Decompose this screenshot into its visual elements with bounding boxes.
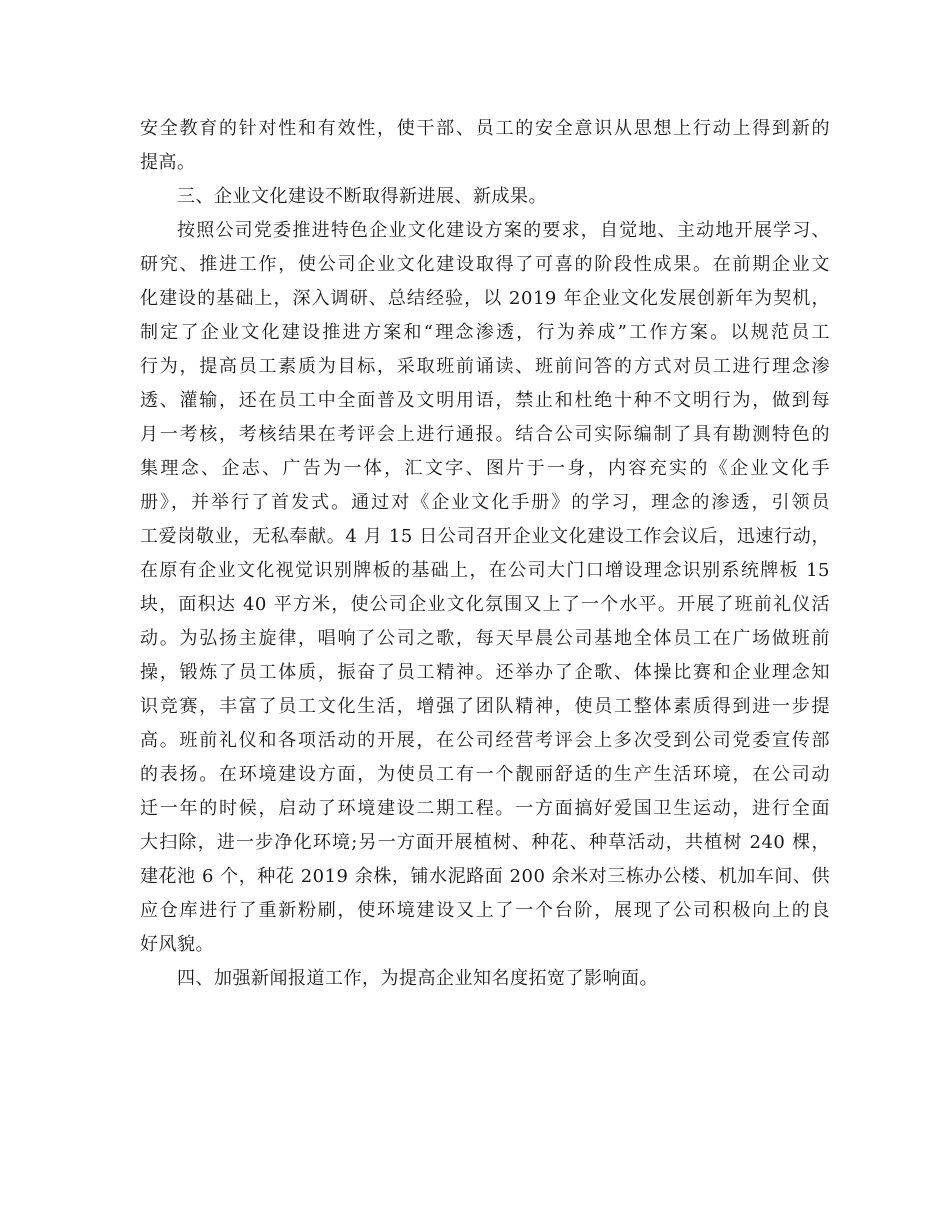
text-line: 应仓库进行了重新粉刷，使环境建设又上了一个台阶，展现了公司积极向上的良 (140, 900, 830, 921)
document-body (140, 112, 830, 996)
text-line: 块，面积达 40 平方米，使公司企业文化氛围又上了一个水平。开展了班前礼仪活 (140, 594, 830, 615)
text-line: 月一考核，考核结果在考评会上进行通报。结合公司实际编制了具有勘测特色的 (140, 424, 830, 445)
section-heading: 四、加强新闻报道工作，为提高企业知名度拓宽了影响面。 (177, 968, 658, 989)
text-line: 行为，提高员工素质为目标，采取班前诵读、班前问答的方式对员工进行理念渗 (140, 356, 830, 377)
text-line: 大扫除，进一步净化环境;另一方面开展植树、种花、种草活动，共植树 240 棵， (140, 832, 830, 853)
text-line: 高。班前礼仪和各项活动的开展，在公司经营考评会上多次受到公司党委宣传部 (140, 730, 830, 751)
text-line: 识竞赛，丰富了员工文化生活，增强了团队精神，使员工整体素质得到进一步提 (140, 696, 830, 717)
text-line: 好风貌。 (140, 934, 214, 955)
text-line: 动。为弘扬主旋律，唱响了公司之歌，每天早晨公司基地全体员工在广场做班前 (140, 628, 830, 649)
text-line: 在原有企业文化视觉识别牌板的基础上，在公司大门口增设理念识别系统牌板 15 (140, 560, 830, 581)
text-line: 制定了企业文化建设推进方案和“理念渗透，行为养成”工作方案。以规范员工 (140, 322, 830, 343)
text-line: 研究、推进工作，使公司企业文化建设取得了可喜的阶段性成果。在前期企业文 (140, 254, 830, 275)
text-line: 工爱岗敬业，无私奉献。4 月 15 日公司召开企业文化建设工作会议后，迅速行动， (140, 526, 830, 547)
text-line: 迁一年的时候，启动了环境建设二期工程。一方面搞好爱国卫生运动，进行全面 (140, 798, 830, 819)
text-line: 安全教育的针对性和有效性，使干部、员工的安全意识从思想上行动上得到新的 (140, 118, 830, 139)
section-heading: 三、企业文化建设不断取得新进展、新成果。 (177, 186, 547, 207)
text-line: 按照公司党委推进特色企业文化建设方案的要求，自觉地、主动地开展学习、 (177, 220, 830, 241)
text-line: 透、灌输，还在员工中全面普及文明用语，禁止和杜绝十种不文明行为，做到每 (140, 390, 830, 411)
text-line: 的表扬。在环境建设方面，为使员工有一个靓丽舒适的生产生活环境，在公司动 (140, 764, 830, 785)
text-line: 操，锻炼了员工体质，振奋了员工精神。还举办了企歌、体操比赛和企业理念知 (140, 662, 830, 683)
text-line: 集理念、企志、广告为一体，汇文字、图片于一身，内容充实的《企业文化手 (140, 458, 830, 479)
text-line: 提高。 (140, 152, 196, 173)
text-line: 建花池 6 个，种花 2019 余株，铺水泥路面 200 余米对三栋办公楼、机加车间、供 (140, 866, 830, 887)
text-line: 册》，并举行了首发式。通过对《企业文化手册》的学习，理念的渗透，引领员 (140, 492, 830, 513)
text-line: 化建设的基础上，深入调研、总结经验，以 2019 年企业文化发展创新年为契机， (140, 288, 830, 309)
